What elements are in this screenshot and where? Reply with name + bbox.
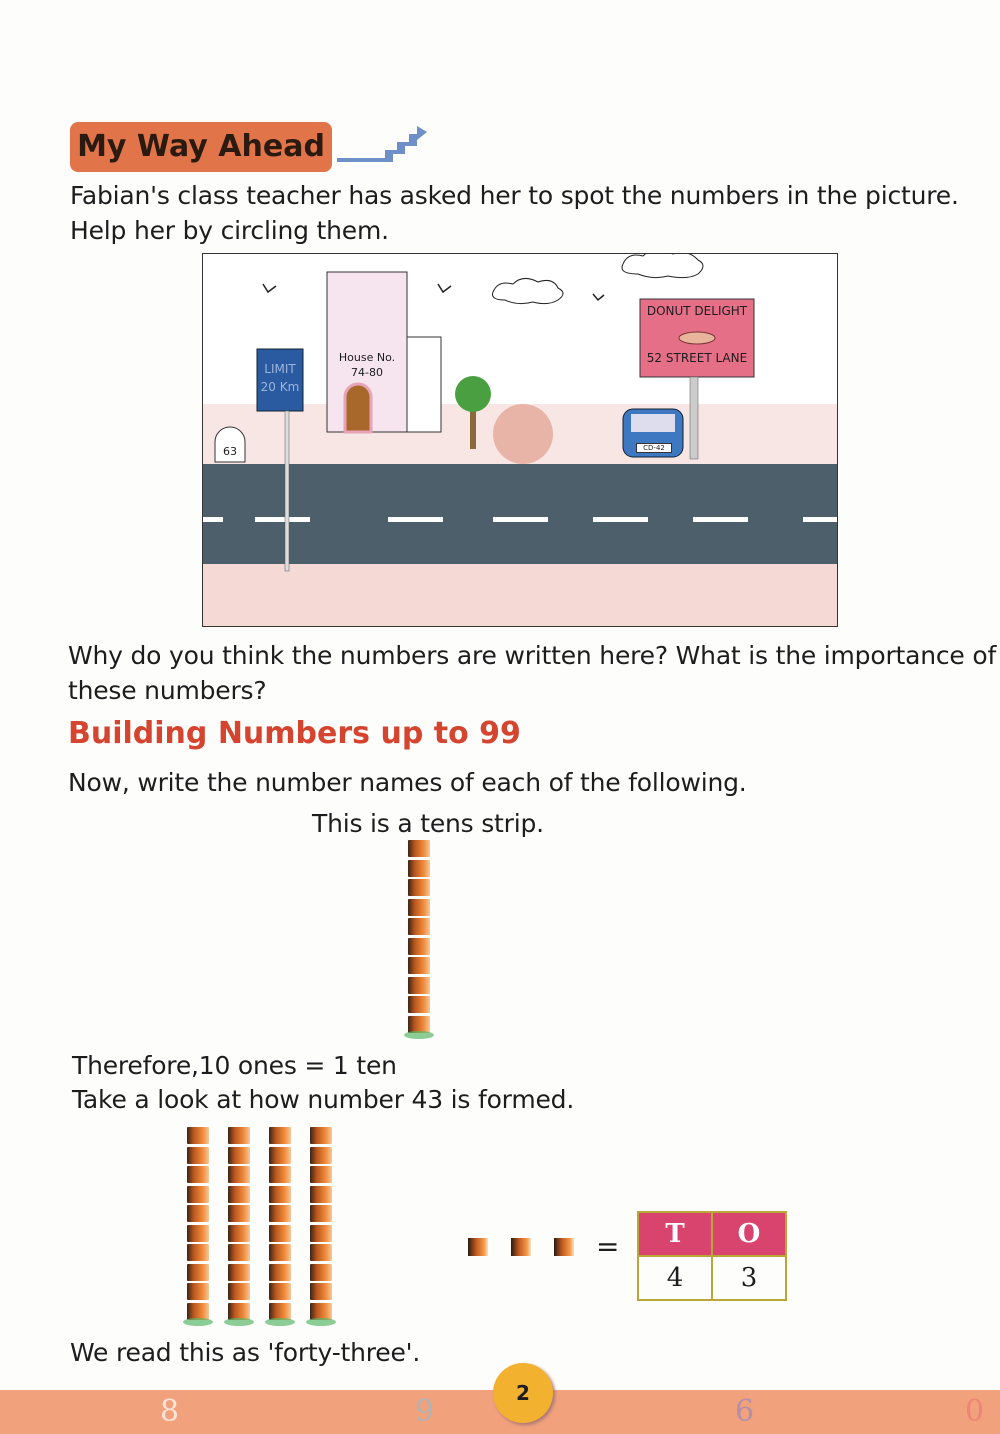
unit-block (228, 1225, 250, 1242)
number-plate: CD-42 (636, 443, 672, 453)
tens-strip (408, 840, 430, 1039)
page-number: 2 (493, 1363, 553, 1423)
tens-strip (310, 1127, 332, 1326)
tens-strip (187, 1127, 209, 1326)
street-scene-illustration (202, 253, 838, 627)
speed-sign-line-2: 20 Km (260, 380, 300, 394)
ones-value: 3 (712, 1256, 786, 1300)
unit-block (408, 840, 430, 857)
unit-block (187, 1303, 209, 1320)
unit-block (187, 1147, 209, 1164)
grass-base (306, 1318, 336, 1326)
grass-base (183, 1318, 213, 1326)
unit-block (310, 1127, 332, 1144)
unit-block (408, 977, 430, 994)
house-label-line-1: House No. (338, 351, 396, 364)
intro-line-1: Fabian's class teacher has asked her to spot the numbers in the picture. (70, 181, 959, 210)
unit-block (408, 996, 430, 1013)
ones-block (511, 1238, 531, 1256)
read-as-text: We read this as 'forty-three'. (70, 1338, 421, 1367)
unit-block (228, 1166, 250, 1183)
unit-block (187, 1225, 209, 1242)
unit-block (269, 1147, 291, 1164)
staircase-arrow-icon (335, 120, 430, 165)
decorative-digit-icon: 6 (735, 1394, 755, 1429)
unit-block (310, 1283, 332, 1300)
grass-base (224, 1318, 254, 1326)
unit-block (310, 1147, 332, 1164)
shop-sign-address: 52 STREET LANE (646, 351, 748, 365)
equals-sign: = (596, 1230, 620, 1263)
grass-base (404, 1031, 434, 1039)
unit-block (269, 1205, 291, 1222)
ones-header: O (712, 1212, 786, 1256)
unit-block (310, 1205, 332, 1222)
speed-sign-line-1: LIMIT (264, 362, 296, 376)
unit-block (310, 1244, 332, 1261)
unit-block (310, 1225, 332, 1242)
unit-block (228, 1303, 250, 1320)
unit-block (269, 1166, 291, 1183)
unit-block (408, 879, 430, 896)
section-heading: Building Numbers up to 99 (68, 716, 521, 751)
unit-block (228, 1205, 250, 1222)
unit-block (310, 1303, 332, 1320)
tens-header: T (638, 1212, 712, 1256)
unit-block (228, 1244, 250, 1261)
unit-block (187, 1186, 209, 1203)
intro-line-2: Help her by circling them. (70, 216, 389, 245)
unit-block (269, 1127, 291, 1144)
decorative-digit-icon: 8 (160, 1394, 180, 1429)
unit-block (187, 1244, 209, 1261)
unit-block (228, 1127, 250, 1144)
tens-strip (269, 1127, 291, 1326)
unit-block (269, 1283, 291, 1300)
unit-block (187, 1166, 209, 1183)
question-line-2: these numbers? (68, 676, 267, 705)
grass-base (265, 1318, 295, 1326)
unit-block (310, 1264, 332, 1281)
unit-block (269, 1264, 291, 1281)
unit-block (408, 1016, 430, 1033)
decorative-digit-icon: 9 (415, 1394, 435, 1429)
unit-block (228, 1283, 250, 1300)
unit-block (408, 899, 430, 916)
unit-block (187, 1283, 209, 1300)
unit-block (269, 1186, 291, 1203)
tens-strip-caption: This is a tens strip. (312, 809, 544, 838)
therefore-text: Therefore,10 ones = 1 ten (72, 1051, 397, 1080)
instruction: Now, write the number names of each of the following. (68, 768, 747, 797)
unit-block (228, 1147, 250, 1164)
unit-block (228, 1186, 250, 1203)
unit-block (408, 860, 430, 877)
tens-value: 4 (638, 1256, 712, 1300)
tens-strip (228, 1127, 250, 1326)
place-value-table (637, 1211, 787, 1301)
milestone-number: 63 (223, 445, 237, 458)
section-badge: My Way Ahead (70, 122, 332, 172)
unit-block (269, 1303, 291, 1320)
look-text: Take a look at how number 43 is formed. (72, 1085, 575, 1114)
unit-block (408, 918, 430, 935)
unit-block (310, 1186, 332, 1203)
unit-block (269, 1244, 291, 1261)
unit-block (187, 1205, 209, 1222)
unit-block (310, 1166, 332, 1183)
unit-block (187, 1264, 209, 1281)
house-number: 74-80 (351, 366, 383, 379)
unit-block (408, 957, 430, 974)
ones-block (468, 1238, 488, 1256)
unit-block (228, 1264, 250, 1281)
ones-block (554, 1238, 574, 1256)
shop-sign-name: DONUT DELIGHT (646, 304, 748, 318)
unit-block (187, 1127, 209, 1144)
decorative-digit-icon: 0 (965, 1394, 985, 1429)
unit-block (408, 938, 430, 955)
unit-block (269, 1225, 291, 1242)
question-line-1: Why do you think the numbers are written here? What is the importance of (68, 641, 997, 670)
